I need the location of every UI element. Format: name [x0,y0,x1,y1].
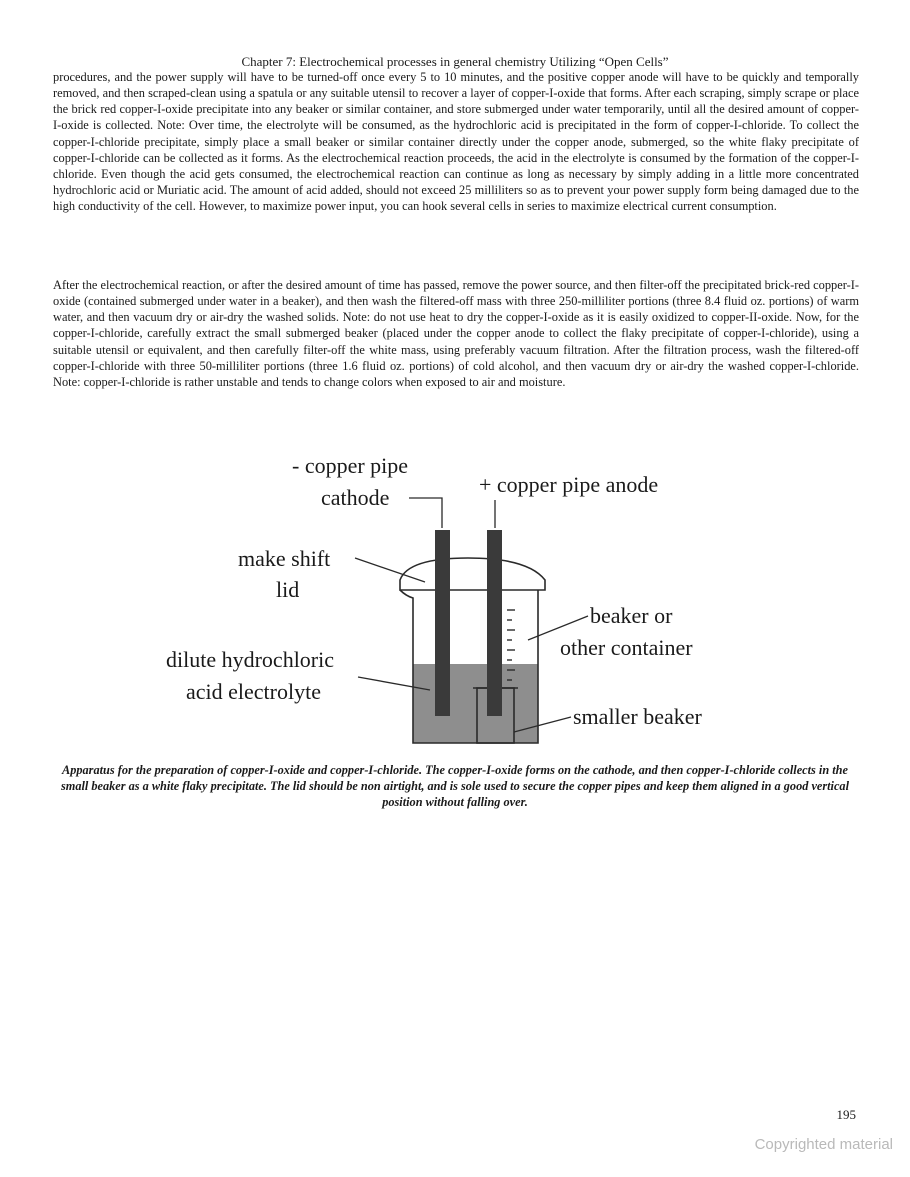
label-electrolyte-line2: acid electrolyte [186,679,321,704]
chapter-header: Chapter 7: Electrochemical processes in general chemistry Utilizing “Open Cells” [241,54,669,69]
copyright-watermark: Copyrighted material [754,1136,893,1153]
label-anode: + copper pipe anode [479,472,659,497]
page-number: 195 [836,1107,856,1122]
label-small-beaker: smaller beaker [573,704,702,729]
label-beaker-line1: beaker or [590,603,673,628]
body-paragraph-1: procedures, and the power supply will have to be turned-off once every 5 to 10 minutes, and the positive copper anode will have to be quickly and temporally removed, and then scraped-clean using a spatula or any suitable utensil to recover a layer of copper-I-oxide that forms. After each scraping, simply scrape or place the brick red copper-I-oxide precipitate into any beaker or similar container, and store submerged under water temporarily, until all the desired amount of copper-I-oxide is collected. Note: Over time, the electrolyte will be consumed, as the hydrochloric acid is precipitated in the form of copper-I-chloride. To collect the copper-I-chloride precipitate, simply place a small beaker or similar container directly under the copper anode, submerged, so the white flaky precipitate of copper-I-chloride can be collected as it forms. As the electrochemical reaction proceeds, the acid in the electrolyte is consumed by the formation of the copper-I-chloride. Even though the acid gets consumed, the electrochemical reaction can continue as long as necessary by simply adding in a little more concentrated hydrochloric acid or Muriatic acid. The amount of acid added, should not exceed 25 milliliters so as to prevent your power supply form being damaged due to the high conductivity of the cell. However, to maximize power input, you can hook several cells in series to maximize electrical current consumption. [53,70,859,214]
label-lid-line1: make shift [238,546,331,571]
cathode-electrode [435,530,450,716]
apparatus-figure [150,440,760,760]
apparatus-diagram [150,440,760,760]
makeshift-lid [400,558,545,590]
figure-caption: Apparatus for the preparation of copper-I-oxide and copper-I-chloride. The copper-I-oxide forms on the cathode, and then copper-I-chloride collects in the small beaker as a white flaky precipitate. The lid should be non airtight, and is sole used to secure the copper pipes and keep them aligned in a good vertical position without falling over. [60,763,849,809]
cathode-leader [409,498,442,528]
label-beaker-line2: other container [560,635,693,660]
label-cathode-line1: - copper pipe [292,453,409,478]
graduation-marks [507,610,515,680]
label-cathode-line2: cathode [321,485,390,510]
body-paragraph-2: After the electrochemical reaction, or after the desired amount of time has passed, remove the power source, and then filter-off the precipitated brick-red copper-I-oxide (contained submerged under water in a beaker), and then wash the filtered-off mass with three 250-milliliter portions (three 8.4 fluid oz. portions) of warm water, and then vacuum dry or air-dry the washed solids. Note: do not use heat to dry the copper-I-oxide as it is easily oxidized to copper-II-oxide. Now, for the copper-I-chloride, carefully extract the small submerged beaker (placed under the copper anode to collect the flaky precipitate of copper-I-chloride), using a suitable utensil or equivalent, and then carefully filter-off the white mass, using preferably vacuum filtration. After the filtration process, wash the filtered-off copper-I-chloride with three 50-milliliter portions (three 1.6 fluid oz. portions) of cold alcohol, and then vacuum dry or air-dry the washed copper-I-chloride. Note: copper-I-chloride is rather unstable and tends to change colors when exposed to air and moisture. [53,278,859,389]
label-electrolyte-line1: dilute hydrochloric [166,647,335,672]
label-lid-line2: lid [276,577,300,602]
anode-electrode [487,530,502,716]
